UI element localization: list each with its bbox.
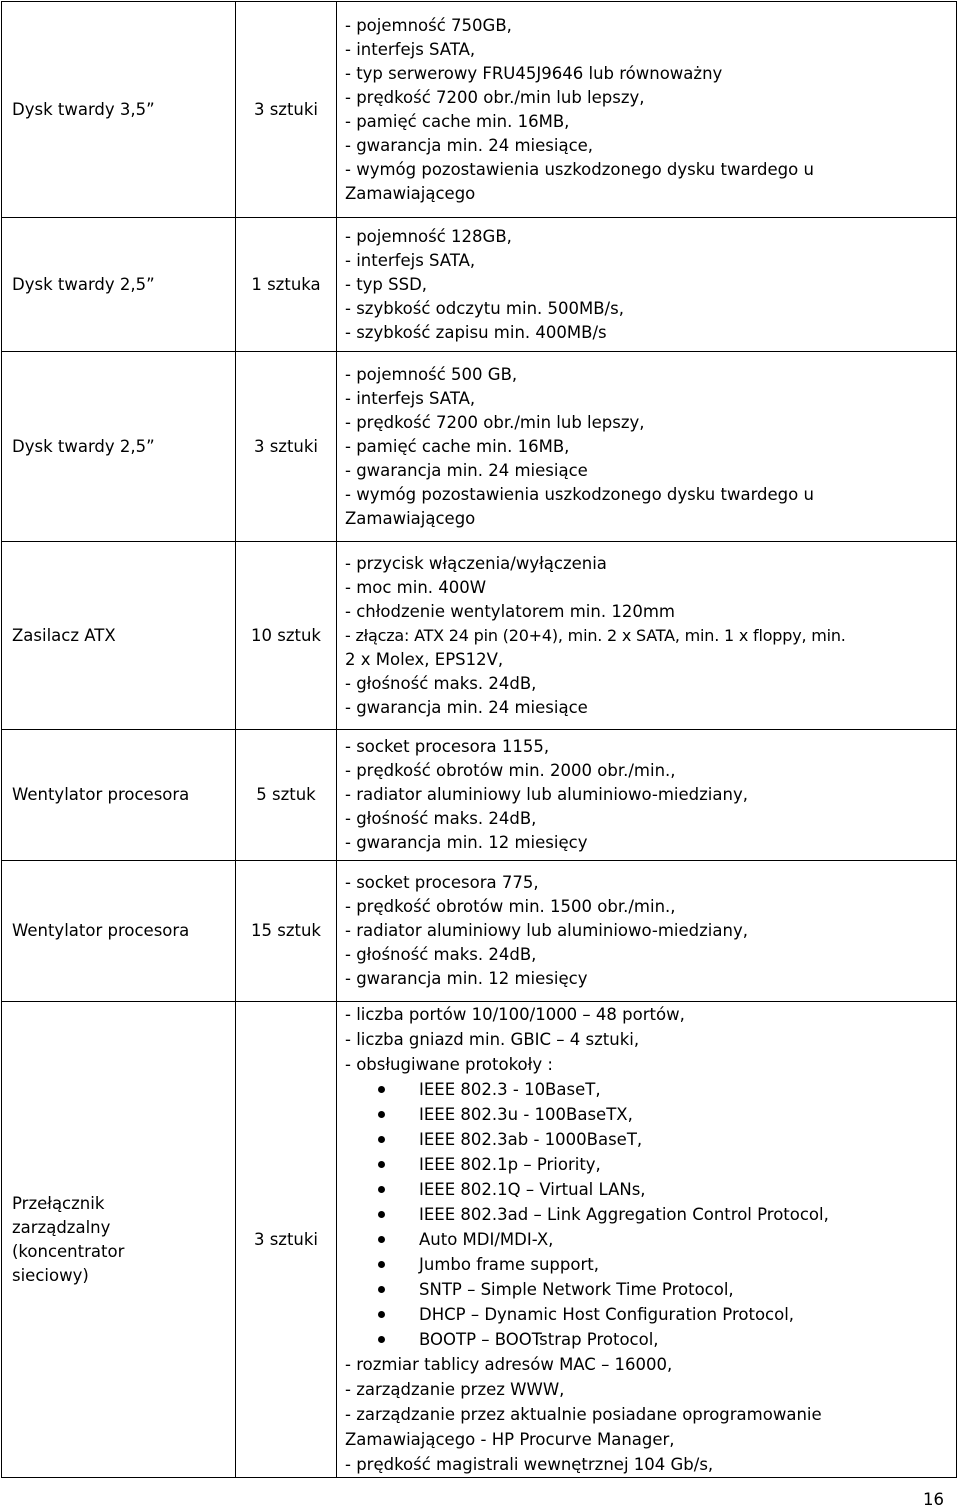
item-quantity: 3 sztuki — [253, 436, 319, 456]
spec-line: - interfejs SATA, — [345, 388, 476, 408]
spec-line: - głośność maks. 24dB, — [345, 945, 537, 964]
bullet-icon — [378, 1211, 385, 1218]
spec-line: - gwarancja min. 24 miesiące — [345, 697, 588, 717]
protocol-list-item — [345, 1327, 950, 1352]
item-name: Zasilacz ATX — [12, 625, 116, 645]
item-name-cell — [2, 861, 236, 1002]
bullet-icon — [378, 1261, 385, 1268]
spec-line: - gwarancja min. 24 miesiące — [345, 460, 588, 480]
spec-line: - interfejs SATA, — [345, 39, 476, 59]
spec-line: - typ SSD, — [345, 274, 428, 294]
specification-cell — [337, 542, 957, 730]
spec-line: - liczba portów 10/100/1000 – 48 portów, — [345, 1005, 685, 1024]
spec-line: - prędkość obrotów min. 2000 obr./min., — [345, 761, 676, 780]
spec-line: - chłodzenie wentylatorem min. 120mm — [345, 601, 675, 621]
spec-line: 2 x Molex, EPS12V, — [345, 649, 504, 669]
item-name-cell — [2, 352, 236, 542]
spec-line: - szybkość odczytu min. 500MB/s, — [345, 298, 624, 318]
table-row — [2, 352, 957, 542]
spec-line: - prędkość obrotów min. 1500 obr./min., — [345, 897, 676, 916]
spec-line: - radiator aluminiowy lub aluminiowo-miedziany, — [345, 785, 748, 804]
spec-line: - typ serwerowy FRU45J9646 lub równoważny — [345, 63, 723, 83]
spec-line: - przycisk włączenia/wyłączenia — [345, 553, 607, 573]
spec-line: - prędkość 7200 obr./min lub lepszy, — [345, 87, 645, 107]
bullet-icon — [378, 1136, 385, 1143]
spec-line: - pamięć cache min. 16MB, — [345, 111, 570, 131]
quantity-cell — [236, 218, 337, 352]
item-name-cell — [2, 1002, 236, 1478]
item-name: Dysk twardy 3,5” — [12, 99, 155, 119]
protocol-list-item — [345, 1177, 950, 1202]
protocol-label: SNTP – Simple Network Time Protocol, — [419, 1280, 734, 1299]
item-quantity: 5 sztuk — [256, 785, 316, 804]
specification-cell — [337, 1002, 957, 1478]
spec-line: - gwarancja min. 12 miesięcy — [345, 969, 588, 988]
item-name-line: sieciowy) — [12, 1265, 89, 1285]
spec-line: - liczba gniazd min. GBIC – 4 sztuki, — [345, 1030, 640, 1049]
spec-line: - obsługiwane protokoły : — [345, 1055, 553, 1074]
spec-line: - socket procesora 1155, — [345, 737, 550, 756]
specification-table — [1, 1, 957, 1478]
bullet-icon — [378, 1236, 385, 1243]
protocol-label: DHCP – Dynamic Host Configuration Protocol, — [419, 1305, 795, 1324]
table-row — [2, 730, 957, 861]
spec-line: - pojemność 750GB, — [345, 15, 512, 35]
spec-line: - interfejs SATA, — [345, 250, 476, 270]
item-name: Wentylator procesora — [12, 785, 190, 804]
item-name-cell — [2, 218, 236, 352]
bullet-icon — [378, 1311, 385, 1318]
protocol-label: IEEE 802.3ad – Link Aggregation Control Protocol, — [419, 1205, 829, 1224]
protocol-label: BOOTP – BOOTstrap Protocol, — [419, 1330, 659, 1349]
spec-line: - złącza: ATX 24 pin (20+4), min. 2 x SATA, min. 1 x floppy, min. — [345, 625, 846, 645]
table-row — [2, 861, 957, 1002]
specification-cell — [337, 2, 957, 218]
quantity-cell — [236, 2, 337, 218]
item-name-cell — [2, 730, 236, 861]
bullet-icon — [378, 1286, 385, 1293]
protocol-label: IEEE 802.1p – Priority, — [419, 1155, 601, 1174]
protocol-list-item — [345, 1302, 950, 1327]
spec-line: - rozmiar tablicy adresów MAC – 16000, — [345, 1355, 673, 1374]
spec-line: - wymóg pozostawienia uszkodzonego dysku twardego u — [345, 159, 814, 179]
item-quantity: 3 sztuki — [253, 99, 319, 119]
item-name-line: Przełącznik — [12, 1193, 105, 1213]
item-name-cell — [2, 2, 236, 218]
protocol-list-item — [345, 1227, 950, 1252]
protocol-list-item — [345, 1152, 950, 1177]
item-quantity: 3 sztuki — [253, 1229, 319, 1249]
quantity-cell — [236, 1002, 337, 1478]
item-name: Dysk twardy 2,5” — [12, 274, 155, 294]
protocol-list-item — [345, 1077, 950, 1102]
protocol-list-item — [345, 1277, 950, 1302]
spec-line: - wymóg pozostawienia uszkodzonego dysku twardego u — [345, 484, 814, 504]
protocol-label: Jumbo frame support, — [419, 1255, 599, 1274]
protocol-label: IEEE 802.1Q – Virtual LANs, — [419, 1180, 646, 1199]
item-name: Dysk twardy 2,5” — [12, 436, 155, 456]
quantity-cell — [236, 730, 337, 861]
specification-cell — [337, 730, 957, 861]
spec-line: Zamawiającego — [345, 183, 476, 203]
item-name-line: zarządzalny — [12, 1217, 111, 1237]
bullet-icon — [378, 1186, 385, 1193]
item-quantity: 15 sztuk — [251, 921, 321, 940]
item-name-line: (koncentrator — [12, 1241, 125, 1261]
spec-line: - gwarancja min. 24 miesiące, — [345, 135, 594, 155]
protocol-label: IEEE 802.3u - 100BaseTX, — [419, 1105, 633, 1124]
item-name: Wentylator procesora — [12, 921, 190, 940]
protocol-label: Auto MDI/MDI-X, — [419, 1230, 554, 1249]
protocol-label: IEEE 802.3ab - 1000BaseT, — [419, 1130, 643, 1149]
quantity-cell — [236, 352, 337, 542]
specification-cell — [337, 218, 957, 352]
spec-line: - gwarancja min. 12 miesięcy — [345, 833, 588, 852]
table-row — [2, 542, 957, 730]
table-row — [2, 1002, 957, 1478]
spec-line: - głośność maks. 24dB, — [345, 809, 537, 828]
bullet-icon — [378, 1086, 385, 1093]
specification-cell — [337, 861, 957, 1002]
item-name-cell — [2, 542, 236, 730]
table-row — [2, 2, 957, 218]
spec-line: - zarządzanie przez aktualnie posiadane oprogramowanie — [345, 1405, 822, 1424]
specification-cell — [337, 352, 957, 542]
spec-line: - socket procesora 775, — [345, 873, 539, 892]
spec-line: - radiator aluminiowy lub aluminiowo-miedziany, — [345, 921, 748, 940]
spec-line: - szybkość zapisu min. 400MB/s — [345, 322, 607, 342]
spec-line: - pamięć cache min. 16MB, — [345, 436, 570, 456]
bullet-icon — [378, 1336, 385, 1343]
spec-line: - głośność maks. 24dB, — [345, 673, 537, 693]
protocol-list-item — [345, 1102, 950, 1127]
spec-line: - prędkość 7200 obr./min lub lepszy, — [345, 412, 645, 432]
quantity-cell — [236, 861, 337, 1002]
spec-line: - prędkość magistrali wewnętrznej 104 Gb/s, — [345, 1455, 714, 1474]
protocol-list-item — [345, 1252, 950, 1277]
spec-line: - pojemność 128GB, — [345, 226, 512, 246]
spec-line: - pojemność 500 GB, — [345, 364, 518, 384]
spec-line: Zamawiającego — [345, 508, 476, 528]
item-quantity: 1 sztuka — [251, 274, 321, 294]
spec-line: Zamawiającego - HP Procurve Manager, — [345, 1430, 675, 1449]
quantity-cell — [236, 542, 337, 730]
page-number: 16 — [923, 1490, 944, 1509]
protocol-label: IEEE 802.3 - 10BaseT, — [419, 1080, 601, 1099]
bullet-icon — [378, 1161, 385, 1168]
spec-line: - moc min. 400W — [345, 577, 487, 597]
item-quantity: 10 sztuk — [251, 625, 321, 645]
bullet-icon — [378, 1111, 385, 1118]
spec-line: - zarządzanie przez WWW, — [345, 1380, 565, 1399]
protocol-list-item — [345, 1127, 950, 1152]
table-row — [2, 218, 957, 352]
protocol-list-item — [345, 1202, 950, 1227]
